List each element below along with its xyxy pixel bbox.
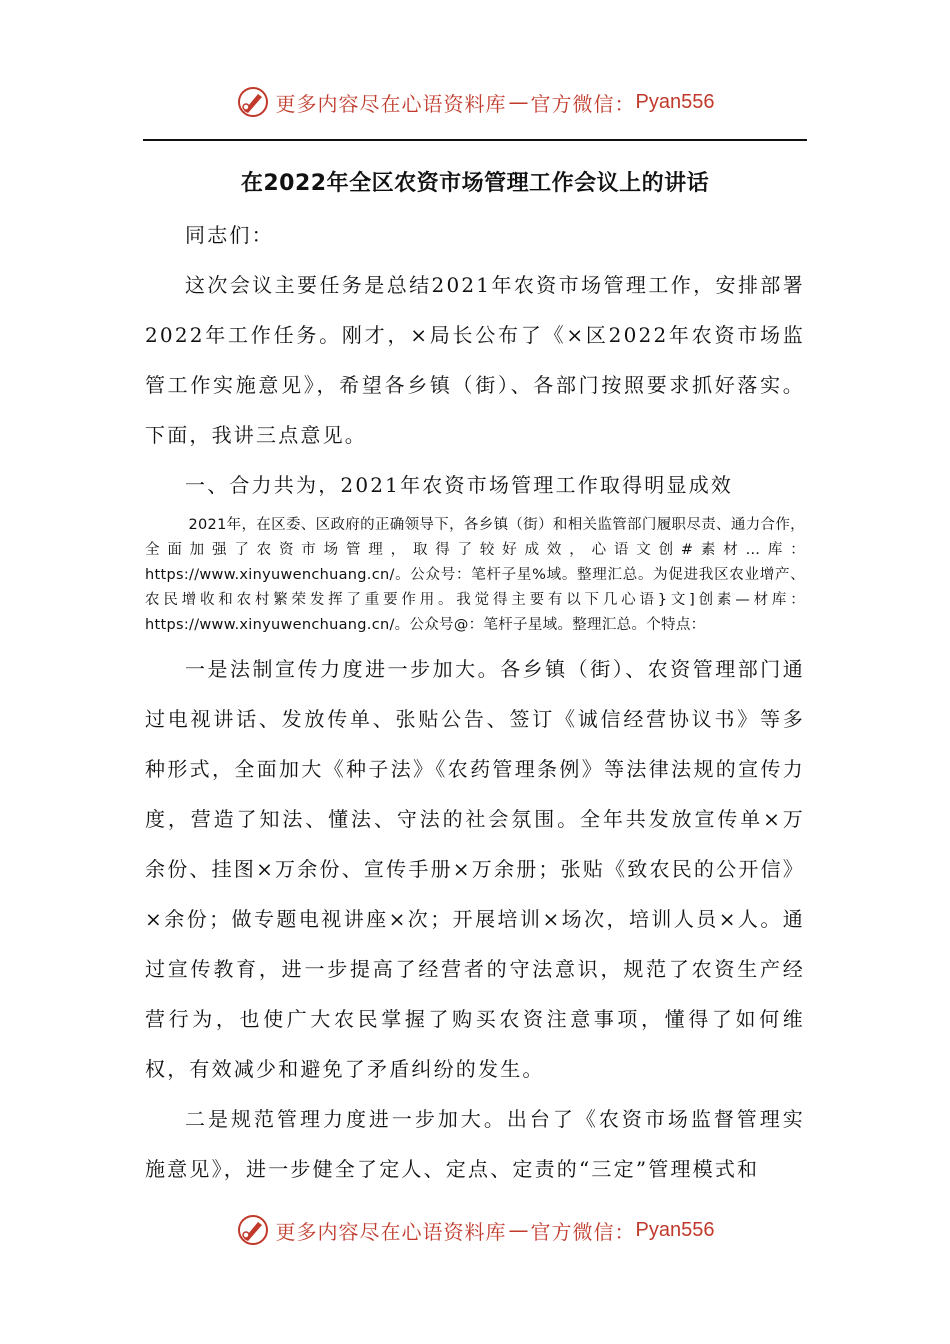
section-heading-1: 一、合力共为，2021年农资市场管理工作取得明显成效 bbox=[185, 473, 734, 497]
document-title: 在2022年全区农资市场管理工作会议上的讲话 bbox=[240, 171, 710, 196]
salutation: 同志们： bbox=[185, 223, 274, 247]
paragraph-point-1: 一是法制宣传力度进一步加大。各乡镇（街）、农资管理部门通过电视讲话、发放传单、张贴公告、签订《诚信经营协议书》等多种形式，全面加大《种子法》《农药管理条例》等法律法规的宣传力度，营造了知法、懂法、守法的社会氛围。全年共发放宣传单×万余份、挂图×万余份、宣传手册×万余册；张贴《致农民的公开信》×余份；做专题电视讲座×次；开展培训×场次，培训人员×人。通过宣传教育，进一步提高了经营者的守法意识，规范了农资生产经营行为，也使广大农民掌握了购买农资注意事项，懂得了如何维权，有效减少和避免了矛盾纠纷的发生。 bbox=[145, 657, 805, 1081]
banner-separator: — bbox=[508, 90, 529, 114]
paragraph-intro: 这次会议主要任务是总结2021年农资市场管理工作，安排部署2022年工作任务。刚才，×局长公布了《×区2022年农资市场监管工作实施意见》，希望各乡镇（街）、各部门按照要求抓好落实。下面，我讲三点意见。 bbox=[145, 273, 805, 447]
footer-banner bbox=[0, 1210, 950, 1250]
banner-wechat-id: Pyan556 bbox=[635, 90, 715, 113]
banner-label: 官方微信： bbox=[530, 91, 636, 116]
pen-logo-icon bbox=[236, 85, 270, 119]
document-body bbox=[145, 210, 805, 1194]
pen-logo-icon bbox=[236, 1213, 270, 1247]
banner-site-text: 更多内容尽在心语资料库 bbox=[275, 91, 507, 116]
banner-site-text: 更多内容尽在心语资料库 bbox=[275, 1219, 507, 1244]
banner-wechat-id: Pyan556 bbox=[635, 1218, 715, 1241]
paragraph-summary: 2021年，在区委、区政府的正确领导下，各乡镇（街）和相关监管部门履职尽责、通力合作，全面加强了农资市场管理，取得了较好成效，心语文创#素材…库：https://www.xinyuwenchuang.cn/。公众号：笔杆子星%域。整理汇总。为促进我区农业增产、农民增收和农村繁荣发挥了重要作用。我觉得主要有以下几心语}文]创素—材库：https://www.xinyuwenchuang.cn/。公众号@：笔杆子星域。整理汇总。个特点： bbox=[145, 517, 805, 633]
header-banner bbox=[0, 82, 950, 122]
header-divider bbox=[143, 139, 807, 141]
banner-label: 官方微信： bbox=[530, 1219, 636, 1244]
banner-separator: — bbox=[508, 1218, 529, 1242]
paragraph-point-2: 二是规范管理力度进一步加大。出台了《农资市场监督管理实施意见》，进一步健全了定人、定点、定责的“三定”管理模式和 bbox=[145, 1107, 805, 1181]
